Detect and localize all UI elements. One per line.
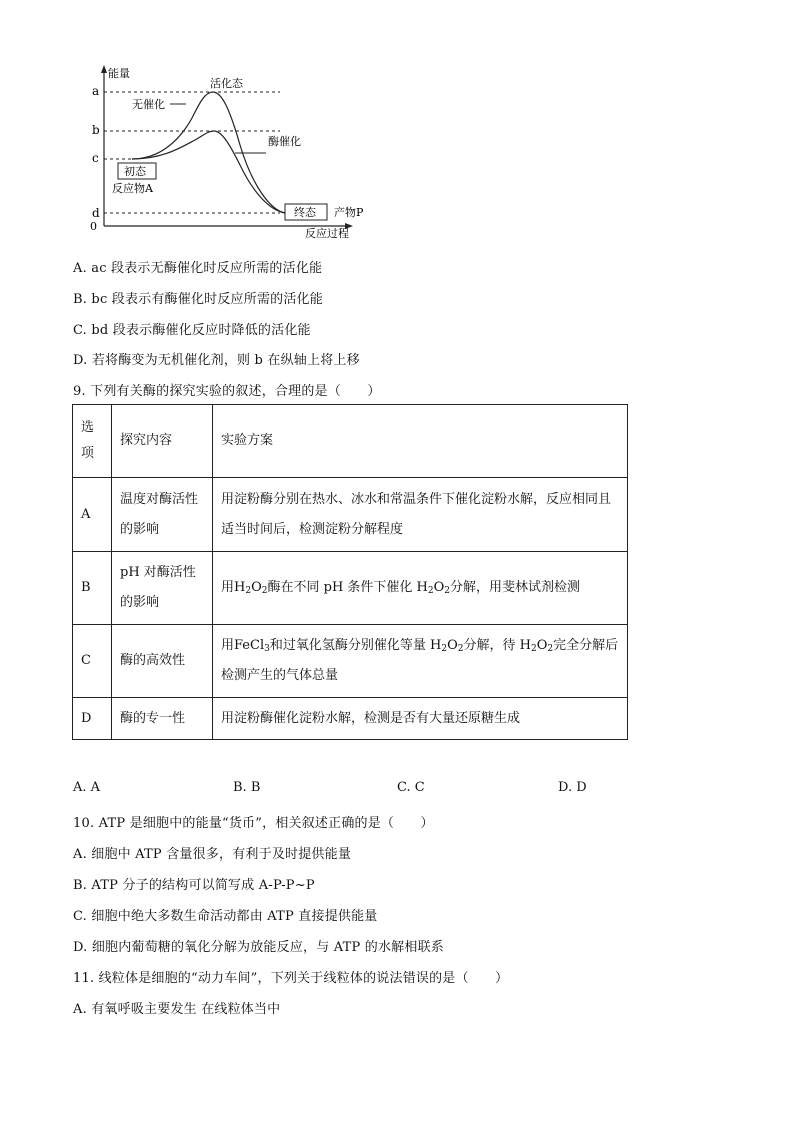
row-a-plan: 用淀粉酶分别在热水、冰水和常温条件下催化淀粉水解，反应相同且适当时间后，检测淀粉分解程度: [213, 478, 628, 552]
tick-b: b: [92, 123, 100, 137]
label-reactant: 反应物A: [112, 182, 153, 195]
y-axis-label: 能量: [108, 67, 130, 80]
table-row: [73, 698, 628, 740]
header-plan: 实验方案: [213, 405, 628, 478]
table-row: [73, 552, 628, 625]
row-c-topic: 酶的高效性: [112, 625, 213, 698]
tick-d: d: [92, 206, 100, 220]
q8-option-b: B. bc 段表示有酶催化时反应所需的活化能: [73, 292, 323, 307]
x-axis-label: 反应过程: [305, 227, 349, 240]
q10-option-b: B. ATP 分子的结构可以简写成 A-P-P~P: [73, 878, 315, 893]
q8-option-c: C. bd 段表示酶催化反应时降低的活化能: [73, 323, 311, 338]
row-d-option: D: [73, 698, 112, 740]
q9-stem: 9. 下列有关酶的探究实验的叙述，合理的是（ ）: [73, 384, 381, 399]
q8-option-d: D. 若将酶变为无机催化剂，则 b 在纵轴上将上移: [73, 353, 360, 368]
table-row: [73, 625, 628, 698]
curve-enzyme: [132, 131, 285, 213]
table-header-row: [73, 405, 628, 478]
y-axis-arrow: [101, 65, 107, 73]
row-c-plan: 用FeCl$_3$和过氧化氢酶分别催化等量 $H_2O_2$分解，待 $H_2O_2$完全分解后检测产生的气体总量: [213, 625, 628, 698]
header-option: 选项: [73, 405, 112, 478]
row-d-plan: 用淀粉酶催化淀粉水解，检测是否有大量还原糖生成: [213, 698, 628, 740]
q8-option-a: A. ac 段表示无酶催化时反应所需的活化能: [73, 261, 323, 276]
label-product: 产物P: [334, 206, 364, 219]
q9-answer-c: C. C: [397, 780, 425, 795]
row-b-option: B: [73, 552, 112, 625]
label-active-state: 活化态: [210, 77, 243, 90]
q10-option-d: D. 细胞内葡萄糖的氧化分解为放能反应，与 ATP 的水解相联系: [73, 940, 444, 955]
row-b-plan: 用$H_2O_2$酶在不同 pH 条件下催化 $H_2O_2$分解，用斐林试剂检测: [213, 552, 628, 625]
header-topic: 探究内容: [112, 405, 213, 478]
q10-option-a: A. 细胞中 ATP 含量很多，有利于及时提供能量: [73, 847, 352, 862]
row-a-option: A: [73, 478, 112, 552]
q9-answer-b: B. B: [233, 780, 261, 795]
tick-a: a: [92, 84, 100, 98]
energy-diagram: [80, 60, 380, 240]
row-a-topic: 温度对酶活性的影响: [112, 478, 213, 552]
origin-label: 0: [90, 220, 97, 233]
q9-answer-d: D. D: [558, 780, 587, 795]
table-row: [73, 478, 628, 552]
tick-c: c: [92, 151, 99, 165]
q10-stem: 10. ATP 是细胞中的能量“货币”，相关叙述正确的是（ ）: [73, 816, 434, 831]
q11-stem: 11. 线粒体是细胞的“动力车间”，下列关于线粒体的说法错误的是（ ）: [73, 971, 509, 986]
q9-table: [72, 404, 628, 740]
row-d-topic: 酶的专一性: [112, 698, 213, 740]
row-b-topic: pH 对酶活性的影响: [112, 552, 213, 625]
q10-option-c: C. 细胞中绝大多数生命活动都由 ATP 直接提供能量: [73, 909, 378, 924]
label-final: 终态: [294, 206, 316, 219]
q11-option-a: A. 有氧呼吸主要发生 在线粒体当中: [73, 1002, 281, 1017]
q9-answer-a: A. A: [73, 780, 101, 795]
label-initial: 初态: [124, 165, 146, 178]
row-c-option: C: [73, 625, 112, 698]
label-no-catalyst: 无催化: [132, 98, 165, 111]
label-enzyme: 酶催化: [268, 135, 301, 148]
